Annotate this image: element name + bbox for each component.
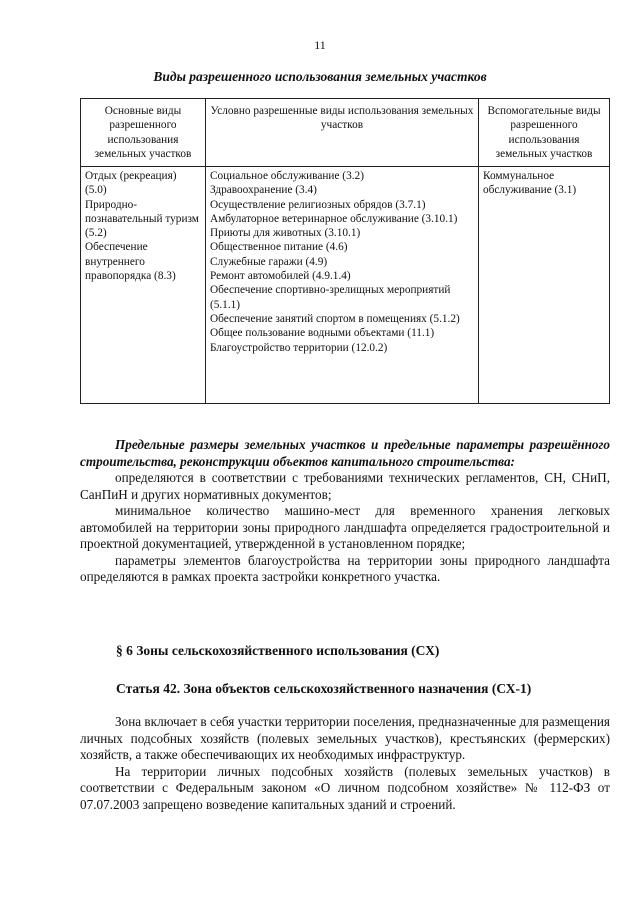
land-use-table [80, 98, 610, 404]
list-item: Отдых (рекреация) (5.0) [85, 170, 177, 197]
table-header-row [81, 99, 610, 167]
table-title: Виды разрешенного использования земельных участков [153, 69, 487, 84]
article-body [80, 714, 610, 813]
header-conditional-uses: Условно разрешенные виды использования земельных участков [205, 99, 478, 167]
list-item: Общее пользование водными объектами (11.1) [209, 327, 435, 340]
article-paragraph: На территории личных подсобных хозяйств (полевых земельных участков) в соответствии с Федеральным законом «О личном подсобном хозяйстве» № 112-ФЗ от 07.07.2003 запрещено возведение капитальных зданий и строений. [80, 763, 610, 812]
list-item: Коммунальное обслуживание (3.1) [483, 170, 577, 197]
cell-main-uses [81, 167, 206, 404]
cell-auxiliary-uses [479, 167, 610, 404]
section-heading: § 6 Зоны сельскохозяйственного использования (СХ) [116, 643, 440, 658]
list-item: Ремонт автомобилей (4.9.1.4) [209, 270, 351, 283]
list-item: Обеспечение занятий спортом в помещениях (5.1.2) [209, 312, 460, 325]
list-item: Служебные гаражи (4.9) [209, 255, 328, 268]
article-paragraph: Зона включает в себя участки территории поселения, предназначенные для размещения личных подсобных хозяйств (полевых земельных участков), крестьянских (фермерских) хозяйств, а также обеспечивающих их необходимых инфраструктур. [80, 714, 610, 762]
list-item: Общественное питание (4.6) [209, 241, 348, 254]
table-row [81, 167, 610, 404]
list-item: Социальное обслуживание (3.2) [209, 170, 364, 182]
cell-conditional-uses [205, 167, 478, 404]
list-item: Обеспечение внутреннего правопорядка (8.3) [85, 241, 176, 283]
list-item: Осуществление религиозных обрядов (3.7.1) [209, 198, 426, 211]
list-item: Приюты для животных (3.10.1) [209, 227, 361, 240]
list-item: Амбулаторное ветеринарное обслуживание (3.10.1) [209, 212, 458, 225]
limits-paragraph: минимальное количество машино-мест для временного хранения легковых автомобилей на территории зоны природного ландшафта определяется градостроительной и проектной документацией, утвержденной в установленном порядке; [80, 503, 610, 551]
header-auxiliary-uses: Вспомогательные виды разрешенного использования земельных участков [479, 99, 610, 167]
limits-heading: Предельные размеры земельных участков и предельные параметры разрешённого строительства, реконструкции объектов капитального строительства: [80, 437, 610, 469]
limits-paragraph: определяются в соответствии с требованиями технических регламентов, СН, СНиП, СанПиН и других нормативных документов; [80, 470, 610, 502]
list-item: Благоустройство территории (12.0.2) [209, 341, 388, 354]
limits-section [80, 437, 610, 586]
limits-paragraph: параметры элементов благоустройства на территории зоны природного ландшафта определяются в рамках проекта застройки конкретного участка. [80, 552, 610, 584]
list-item: Природно-познавательный туризм (5.2) [85, 198, 199, 240]
page-number: 11 [314, 38, 326, 52]
list-item: Здравоохранение (3.4) [209, 184, 317, 197]
article-heading: Статья 42. Зона объектов сельскохозяйственного назначения (СХ-1) [116, 681, 532, 696]
list-item: Обеспечение спортивно-зрелищных мероприятий (5.1.1) [209, 284, 451, 311]
header-main-uses: Основные виды разрешенного использования земельных участков [81, 99, 206, 167]
